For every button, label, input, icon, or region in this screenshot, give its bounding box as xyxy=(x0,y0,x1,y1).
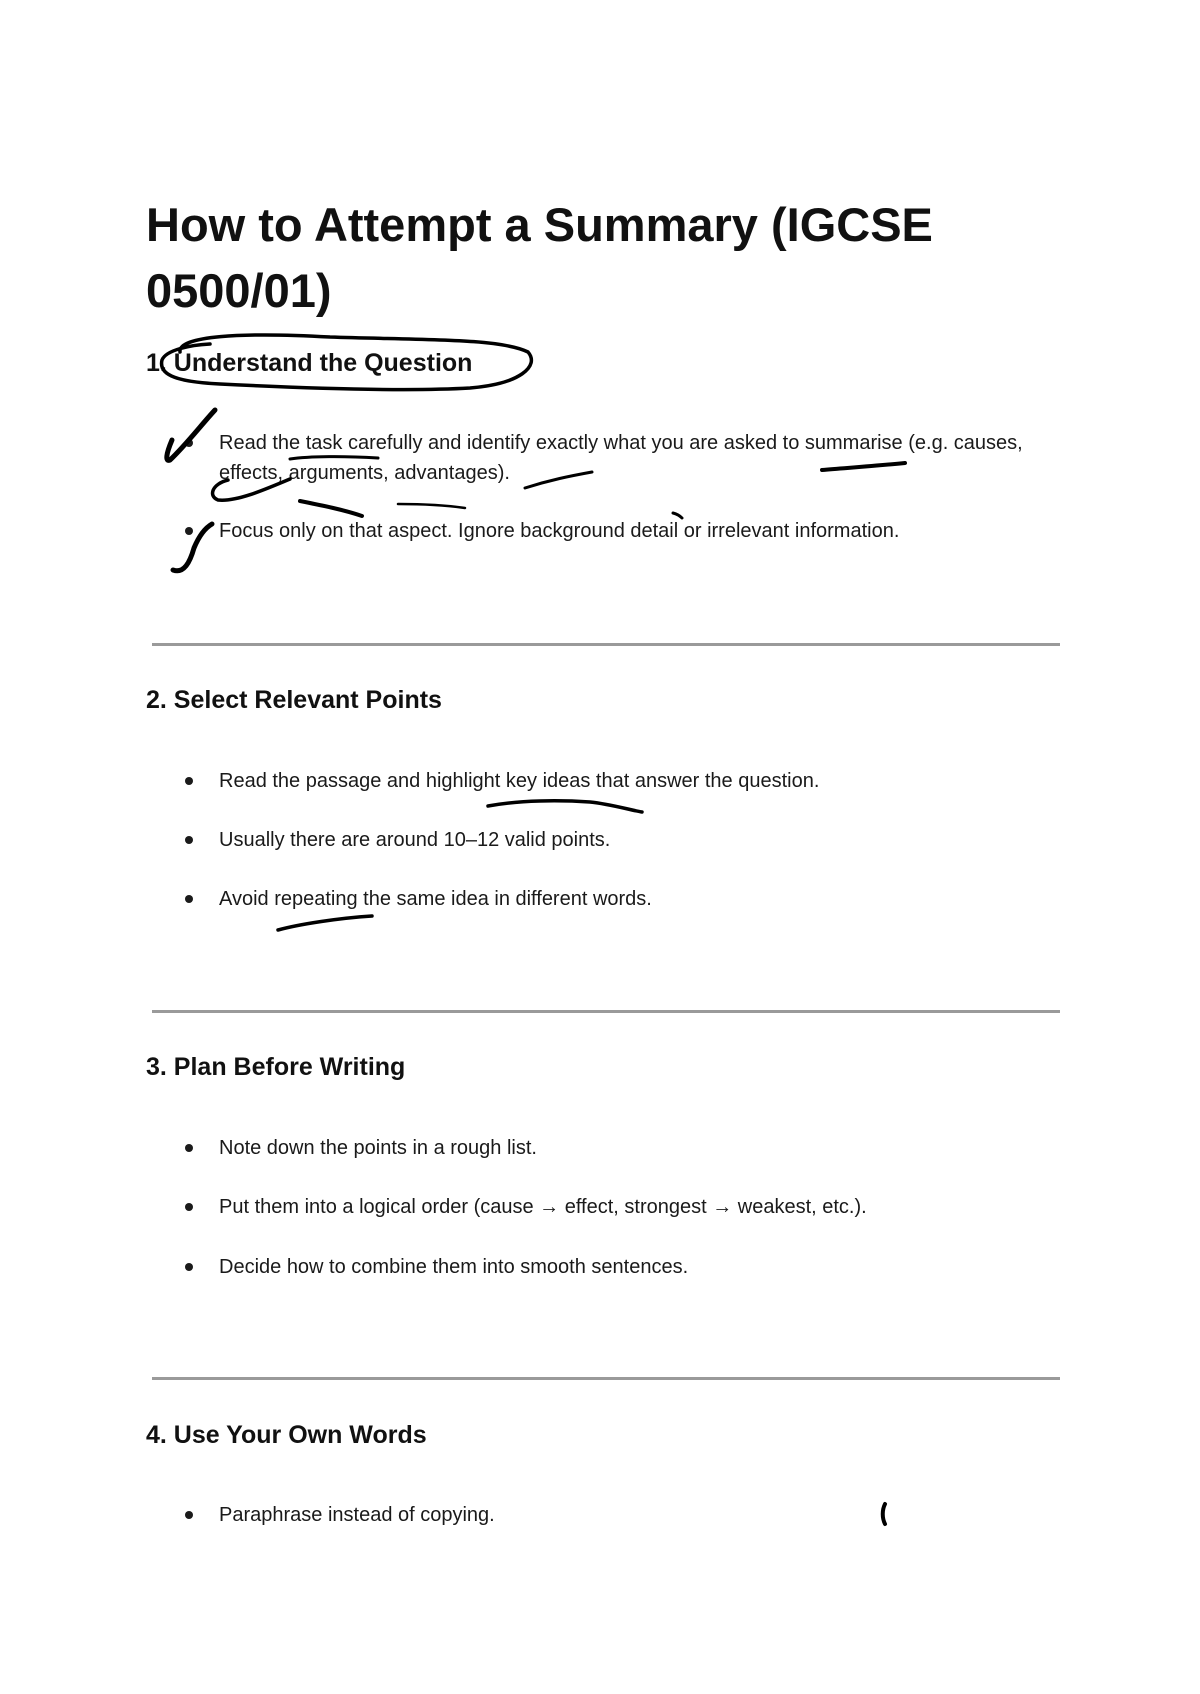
list-item-text: Focus only on that aspect. Ignore background detail or irrelevant information. xyxy=(219,520,900,542)
list-item xyxy=(0,766,1200,825)
section-4-list xyxy=(0,1500,1200,1530)
list-item xyxy=(0,825,1200,884)
list-item xyxy=(0,884,1200,914)
section-divider xyxy=(152,643,1060,646)
section-divider xyxy=(152,1377,1060,1380)
bullet-icon xyxy=(185,527,193,535)
bullet-icon xyxy=(185,1144,193,1152)
section-divider xyxy=(152,1010,1060,1013)
list-item-text: Read the passage and highlight key ideas that answer the question. xyxy=(219,770,820,792)
list-item xyxy=(0,1252,1200,1282)
list-item xyxy=(0,1500,1200,1530)
bullet-icon xyxy=(185,1511,193,1519)
section-1-heading: 1. Understand the Question xyxy=(146,349,473,377)
section-2-heading: 2. Select Relevant Points xyxy=(146,686,442,714)
bullet-icon xyxy=(185,777,193,785)
list-item xyxy=(0,428,1200,516)
bullet-icon xyxy=(185,1203,193,1211)
bullet-icon xyxy=(185,439,193,447)
page-title: How to Attempt a Summary (IGCSE 0500/01) xyxy=(146,198,933,317)
list-item-text: Put them into a logical order (cause → effect, strongest → weakest, etc.). xyxy=(219,1196,867,1218)
bullet-icon xyxy=(185,1263,193,1271)
list-item-text: Note down the points in a rough list. xyxy=(219,1137,537,1159)
section-2-list xyxy=(0,766,1200,914)
section-3-list xyxy=(0,1133,1200,1282)
list-item-text: Paraphrase instead of copying. xyxy=(219,1504,495,1526)
list-item-text: Decide how to combine them into smooth sentences. xyxy=(219,1256,689,1278)
list-item-text: Usually there are around 10–12 valid points. xyxy=(219,829,611,851)
list-item xyxy=(0,516,1200,546)
bullet-icon xyxy=(185,895,193,903)
section-4-heading: 4. Use Your Own Words xyxy=(146,1421,427,1449)
ink-underline-repeating xyxy=(278,916,372,930)
section-3-heading: 3. Plan Before Writing xyxy=(146,1053,406,1081)
section-1-list xyxy=(0,428,1200,546)
bullet-icon xyxy=(185,836,193,844)
list-item-text: Avoid repeating the same idea in different words. xyxy=(219,888,652,910)
list-item xyxy=(0,1192,1200,1252)
list-item-text: Read the task carefully and identify exactly what you are asked to summarise (e.g. causes, effects, arguments, advantages). xyxy=(219,432,1023,484)
list-item xyxy=(0,1133,1200,1192)
